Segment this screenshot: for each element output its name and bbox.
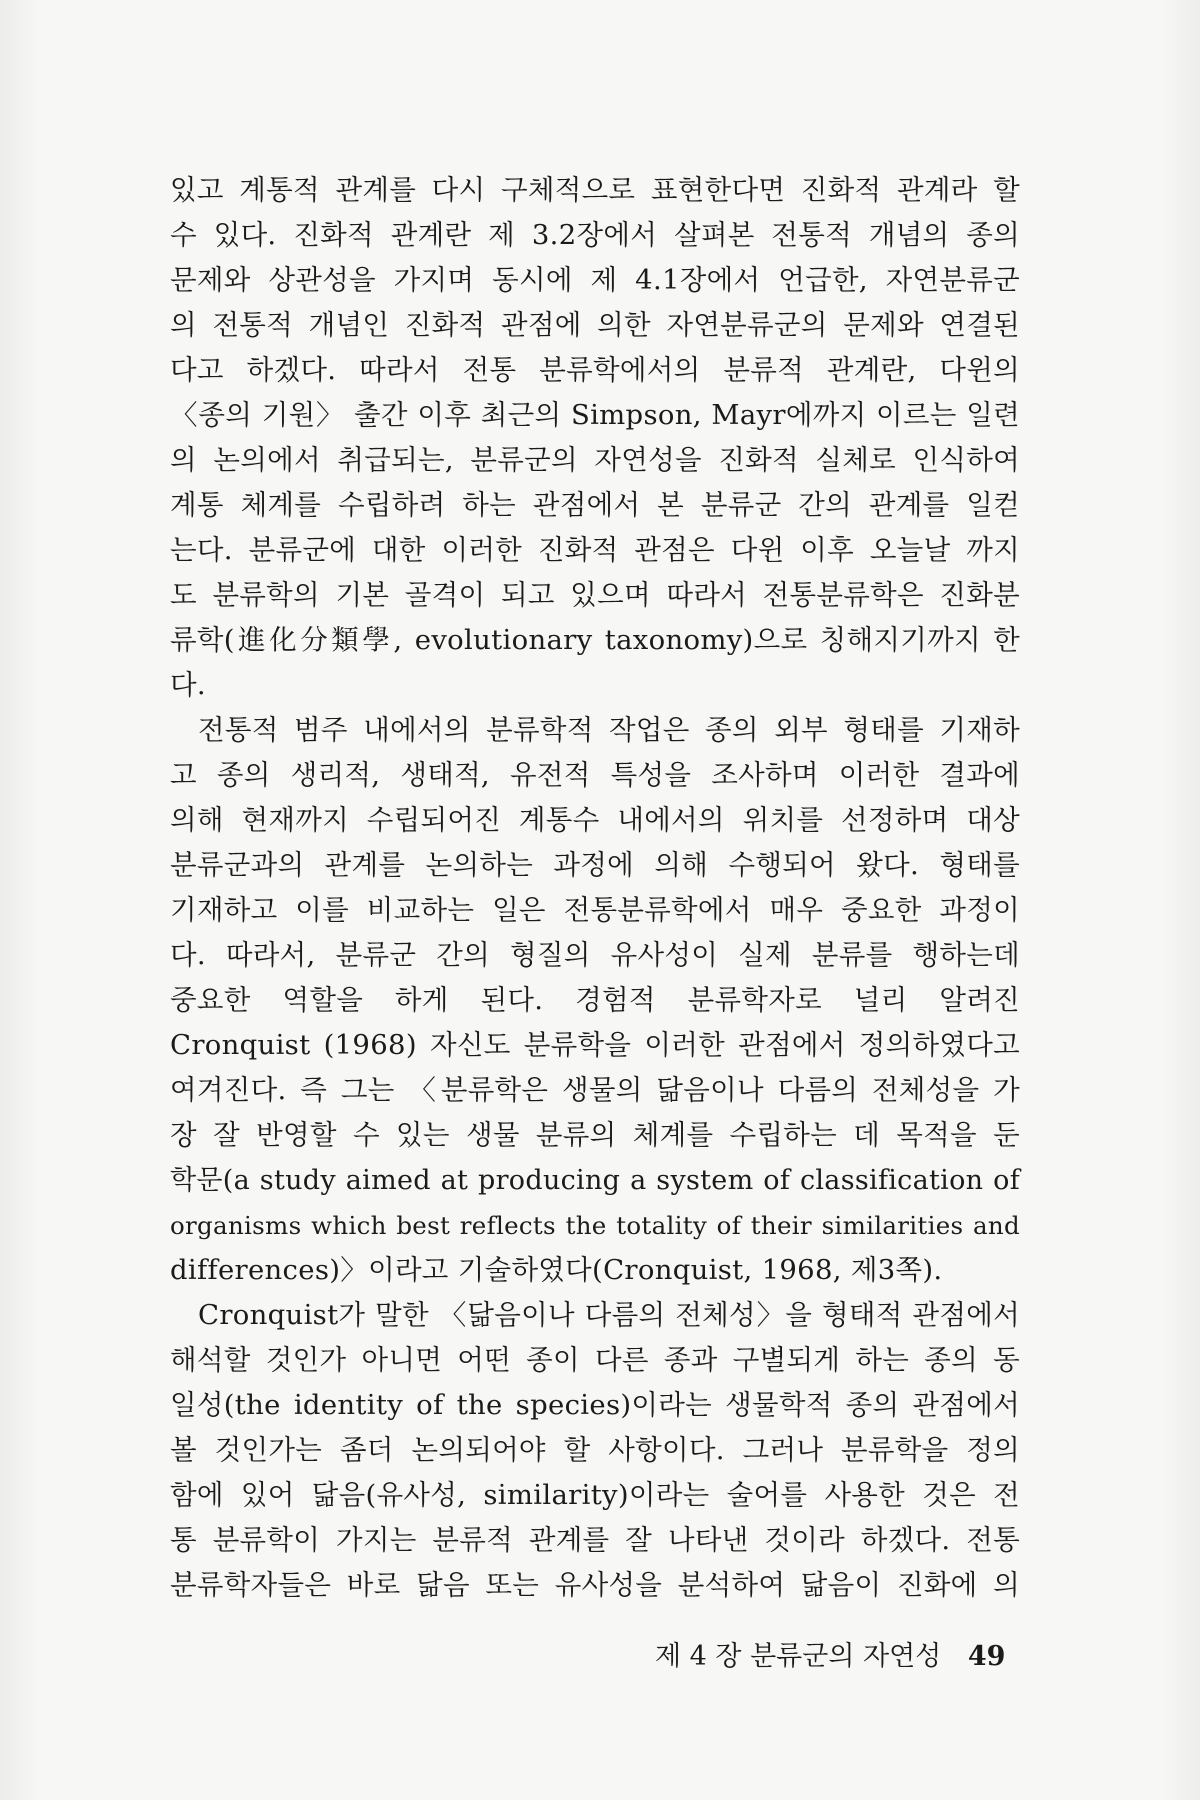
page-number: 49 — [967, 1641, 1006, 1672]
text-line: 다고 하겠다. 따라서 전통 분류학에서의 분류적 관계란, 다윈의 — [170, 354, 1020, 386]
text-line: 장 잘 반영할 수 있는 생물 분류의 체계를 수립하는 데 목적을 둔 — [170, 1119, 1020, 1151]
text-line: Cronquist (1968) 자신도 분류학을 이러한 관점에서 정의하였다고 — [170, 1029, 1020, 1061]
text-line: 다. — [170, 669, 206, 701]
text-line: 분류군과의 관계를 논의하는 과정에 의해 수행되어 왔다. 형태를 — [170, 849, 1020, 881]
text-line: 〈종의 기원〉 출간 이후 최근의 Simpson, Mayr에까지 이르는 일련 — [170, 399, 1020, 431]
text-line: 기재하고 이를 비교하는 일은 전통분류학에서 매우 중요한 과정이 — [170, 894, 1020, 926]
text-line: organisms which best reflects the totality of their similarities and — [170, 1211, 1020, 1240]
text-line: 해석할 것인가 아니면 어떤 종이 다른 종과 구별되게 하는 종의 동 — [170, 1344, 1020, 1376]
text-line: 류학(進化分類學, evolutionary taxonomy)으로 칭해지기까지 한 — [170, 624, 1020, 656]
text-line: 다. 따라서, 분류군 간의 형질의 유사성이 실제 분류를 행하는데 — [170, 939, 1020, 971]
text-line: 수 있다. 진화적 관계란 제 3.2장에서 살펴본 전통적 개념의 종의 — [170, 219, 1020, 251]
text-line: 볼 것인가는 좀더 논의되어야 할 사항이다. 그러나 분류학을 정의 — [170, 1434, 1020, 1466]
text-line: 학문(a study aimed at producing a system of classification of — [170, 1165, 1020, 1196]
text-line: 전통적 범주 내에서의 분류학적 작업은 종의 외부 형태를 기재하 — [198, 714, 1020, 746]
text-line: 의해 현재까지 수립되어진 계통수 내에서의 위치를 선정하며 대상 — [170, 804, 1020, 836]
paragraph — [170, 708, 1020, 1293]
text-line: 함에 있어 닮음(유사성, similarity)이라는 술어를 사용한 것은 전 — [170, 1479, 1020, 1511]
text-line: 의 논의에서 취급되는, 분류군의 자연성을 진화적 실체로 인식하여 — [170, 444, 1020, 476]
text-line: 고 종의 생리적, 생태적, 유전적 특성을 조사하며 이러한 결과에 — [170, 759, 1020, 791]
text-line: 는다. 분류군에 대한 이러한 진화적 관점은 다윈 이후 오늘날 까지 — [170, 534, 1020, 566]
text-line: 의 전통적 개념인 진화적 관점에 의한 자연분류군의 문제와 연결된 — [170, 309, 1020, 341]
text-line: 문제와 상관성을 가지며 동시에 제 4.1장에서 언급한, 자연분류군 — [170, 264, 1020, 296]
text-line: 여겨진다. 즉 그는 〈분류학은 생물의 닮음이나 다름의 전체성을 가 — [170, 1074, 1020, 1106]
text-line: 도 분류학의 기본 골격이 되고 있으며 따라서 전통분류학은 진화분 — [170, 579, 1020, 611]
text-line: 있고 계통적 관계를 다시 구체적으로 표현한다면 진화적 관계라 할 — [170, 174, 1020, 206]
text-line: 중요한 역할을 하게 된다. 경험적 분류학자로 널리 알려진 — [170, 984, 1020, 1016]
body-text — [170, 168, 1020, 1608]
paragraph — [170, 168, 1020, 708]
text-line: 통 분류학이 가지는 분류적 관계를 잘 나타낸 것이라 하겠다. 전통 — [170, 1524, 1020, 1556]
running-footer — [655, 1637, 1025, 1677]
chapter-title: 제 4 장 분류군의 자연성 — [655, 1641, 942, 1672]
paragraph — [170, 1293, 1020, 1608]
text-line: differences)〉이라고 기술하였다(Cronquist, 1968, 제3쪽). — [170, 1254, 943, 1286]
text-line: 계통 체계를 수립하려 하는 관점에서 본 분류군 간의 관계를 일컫 — [170, 489, 1020, 521]
text-line: 일성(the identity of the species)이라는 생물학적 종의 관점에서 — [170, 1389, 1020, 1421]
text-line: Cronquist가 말한 〈닮음이나 다름의 전체성〉을 형태적 관점에서 — [198, 1299, 1020, 1331]
text-line: 분류학자들은 바로 닮음 또는 유사성을 분석하여 닮음이 진화에 의 — [170, 1569, 1020, 1601]
